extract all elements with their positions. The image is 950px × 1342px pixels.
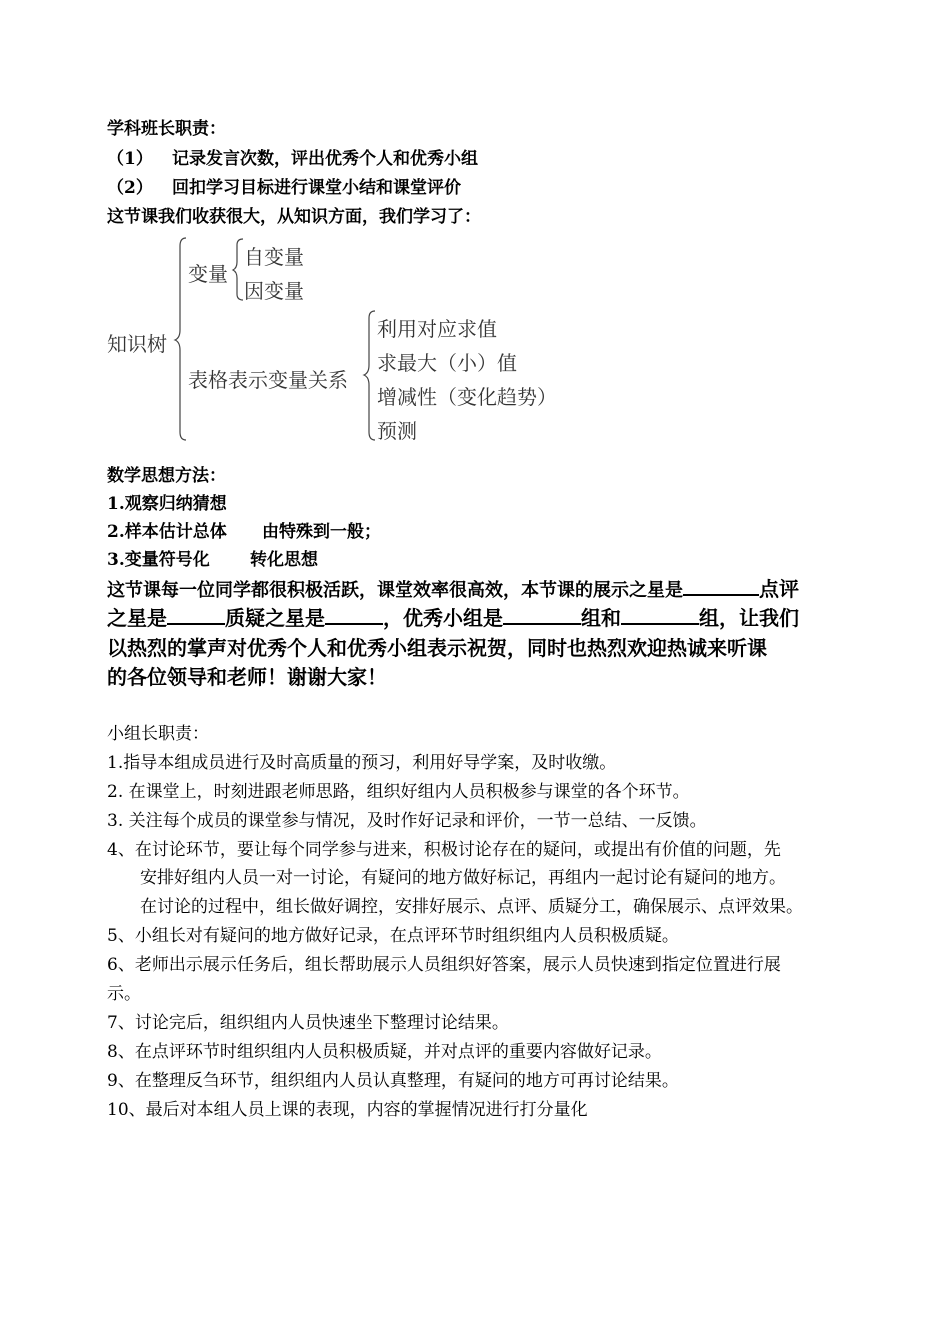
- leader-item: 2. 在课堂上，时刻进跟老师思路，组织好组内人员积极参与课堂的各个环节。: [107, 782, 690, 802]
- leader-item: 4、在讨论环节，要让每个同学参与进来，积极讨论存在的疑问，或提出有价值的问题，先: [107, 840, 781, 860]
- review-star-blank[interactable]: [167, 605, 225, 625]
- closing-text-2: 点评: [759, 577, 799, 601]
- tree-leaf-prediction: 预测: [377, 419, 417, 443]
- leader-heading: 小组长职责：: [107, 724, 209, 744]
- tree-leaf-dependent-variable: 因变量: [244, 279, 304, 303]
- branch2-brace: [364, 311, 375, 440]
- monitor-item-1-number: （1）: [107, 149, 153, 169]
- leader-item: 10、最后对本组人员上课的表现，内容的掌握情况进行打分量化: [107, 1100, 588, 1120]
- monitor-item-2: 回扣学习目标进行课堂小结和课堂评价: [172, 178, 461, 198]
- closing-text-5: ，优秀小组是: [383, 606, 503, 630]
- closing-text-1: 这节课每一位同学都很积极活跃，课堂效率很高效，本节课的展示之星是: [107, 580, 683, 601]
- method-3b: 转化思想: [250, 550, 318, 570]
- showcase-star-blank[interactable]: [683, 576, 759, 596]
- closing-line-2: [107, 602, 799, 631]
- question-star-blank[interactable]: [325, 605, 383, 625]
- closing-text-6: 组和: [581, 606, 621, 630]
- closing-line-4: 的各位领导和老师！谢谢大家！: [107, 665, 387, 689]
- tree-branch-table-relations: 表格表示变量关系: [188, 368, 348, 392]
- tree-leaf-find-value: 利用对应求值: [377, 317, 497, 341]
- tree-branch-variables: 变量: [188, 262, 228, 286]
- tree-leaf-monotonicity: 增减性（变化趋势）: [377, 385, 557, 409]
- best-group-1-blank[interactable]: [503, 605, 581, 625]
- monitor-item-1: 记录发言次数，评出优秀个人和优秀小组: [172, 149, 478, 169]
- monitor-item-2-number: （2）: [107, 178, 153, 198]
- leader-item: 9、在整理反刍环节，组织组内人员认真整理，有疑问的地方可再讨论结果。: [107, 1071, 679, 1091]
- leader-item: 5、小组长对有疑问的地方做好记录，在点评环节时组织组内人员积极质疑。: [107, 926, 679, 946]
- knowledge-intro: 这节课我们收获很大，从知识方面，我们学习了：: [107, 207, 481, 227]
- closing-text-4: 质疑之星是: [225, 606, 325, 630]
- leader-item: 安排好组内人员一对一讨论，有疑问的地方做好标记，再组内一起讨论有疑问的地方。: [140, 868, 786, 888]
- best-group-2-blank[interactable]: [621, 605, 699, 625]
- leader-item: 3. 关注每个成员的课堂参与情况，及时作好记录和评价，一节一总结、一反馈。: [107, 811, 707, 831]
- leader-item: 在讨论的过程中，组长做好调控，安排好展示、点评、质疑分工，确保展示、点评效果。: [140, 897, 803, 917]
- tree-root: 知识树: [107, 332, 167, 356]
- branch1-brace: [233, 239, 243, 300]
- methods-heading: 数学思想方法：: [107, 466, 226, 486]
- leader-item: 8、在点评环节时组织组内人员积极质疑，并对点评的重要内容做好记录。: [107, 1042, 662, 1062]
- method-2b: 由特殊到一般；: [262, 522, 381, 542]
- tree-leaf-max-min: 求最大（小）值: [377, 351, 517, 375]
- method-1: 1.观察归纳猜想: [107, 494, 227, 514]
- closing-line-3: 以热烈的掌声对优秀个人和优秀小组表示祝贺，同时也热烈欢迎热诚来听课: [107, 636, 767, 660]
- monitor-heading: 学科班长职责：: [107, 119, 226, 139]
- leader-item: 6、老师出示展示任务后，组长帮助展示人员组织好答案，展示人员快速到指定位置进行展: [107, 955, 781, 975]
- leader-item: 7、讨论完后，组织组内人员快速坐下整理讨论结果。: [107, 1013, 509, 1033]
- closing-line-1: [107, 573, 799, 602]
- leader-item: 示。: [107, 984, 141, 1004]
- closing-text-3: 之星是: [107, 606, 167, 630]
- method-2a: 2.样本估计总体: [107, 522, 227, 542]
- method-3a: 3.变量符号化: [107, 550, 210, 570]
- leader-item: 1.指导本组成员进行及时高质量的预习，利用好导学案，及时收缴。: [107, 753, 617, 773]
- root-brace: [175, 238, 186, 440]
- closing-text-7: 组，让我们: [699, 606, 799, 630]
- tree-leaf-independent-variable: 自变量: [244, 245, 304, 269]
